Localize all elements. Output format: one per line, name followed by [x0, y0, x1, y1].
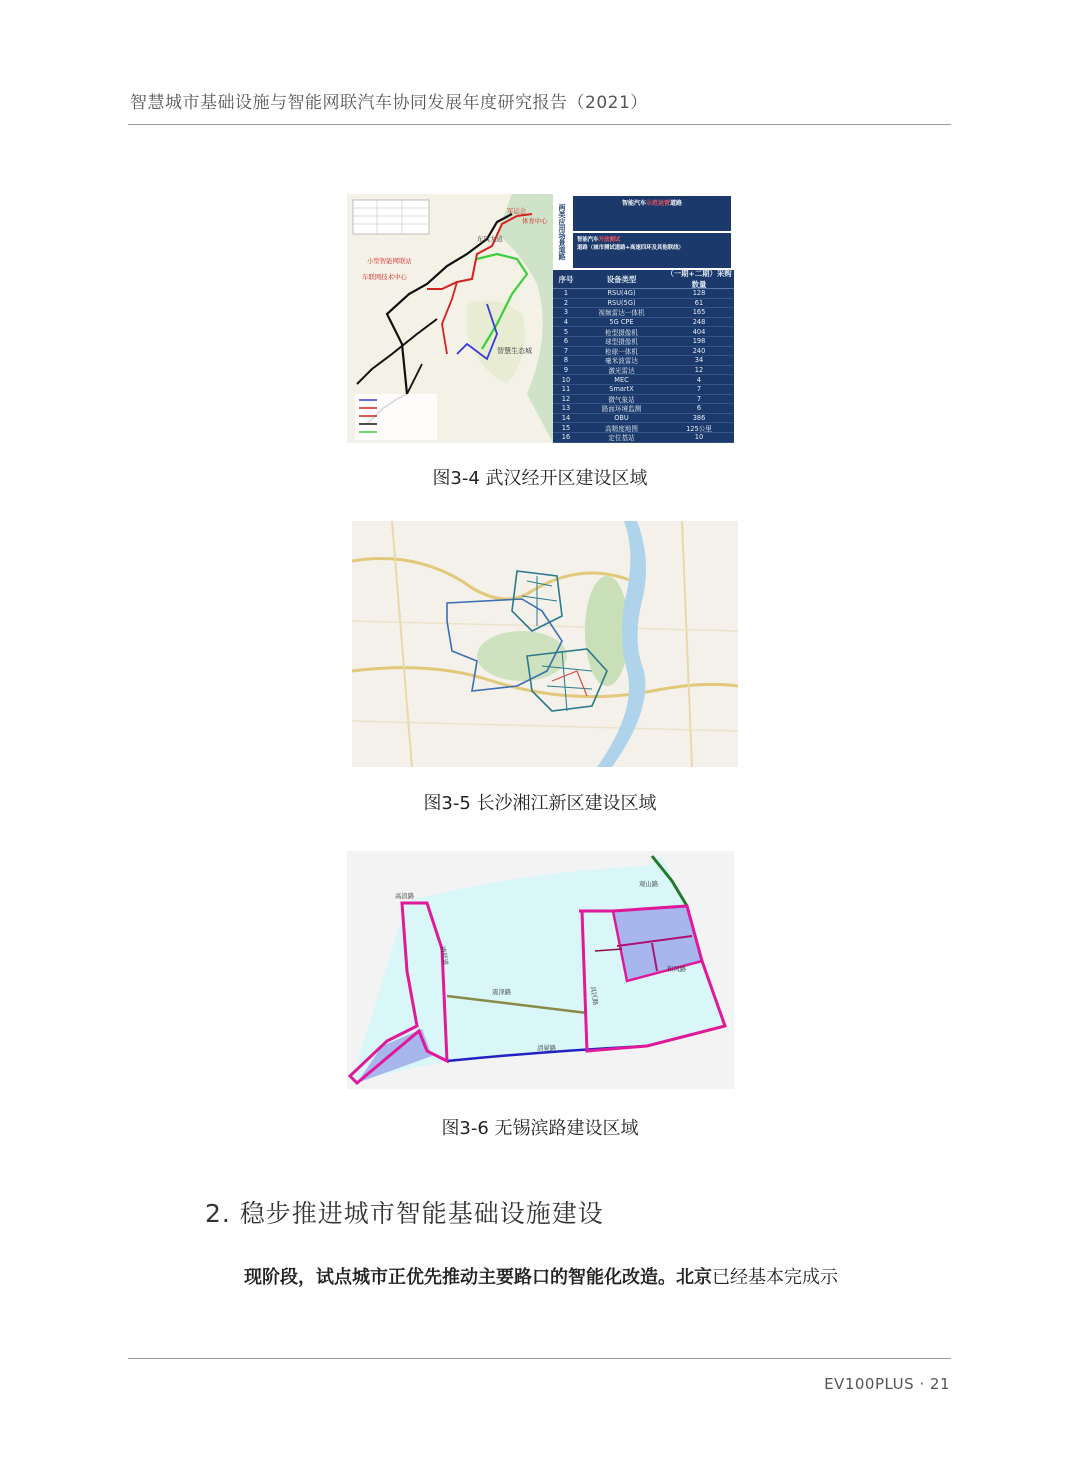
table-header-row [553, 270, 734, 289]
map-label-5: 车联网技术中心 [362, 273, 407, 281]
box1-title-post: 道路 [670, 200, 683, 207]
wuxi-label-3: 观山路 [639, 880, 659, 888]
figure-wuxi-map [347, 851, 734, 1089]
wuxi-label-7: 和风路 [667, 965, 687, 973]
table-row: 11 SmartX 7 [553, 385, 734, 395]
caption-figure-3-6: 图3-6 无锡滨路建设区域 [441, 1118, 639, 1139]
table-row: 5 枪型摄像机 404 [553, 327, 734, 337]
map-label-6: 智慧生态城 [497, 347, 532, 355]
table-row: 6 球型摄像机 198 [553, 337, 734, 347]
section-heading: 2. 稳步推进城市智能基础设施建设 [205, 1199, 604, 1228]
wuxi-label-4: 具区路 [588, 985, 600, 1006]
table-row: 15 高精度地图 125公里 [553, 423, 734, 433]
header-rule [128, 124, 951, 125]
footer-rule [128, 1358, 951, 1359]
wuxi-label-2: 清舒道 [438, 945, 450, 966]
wuhan-side-title: 两类应用场景道路 [553, 194, 571, 270]
wuhan-route-map [347, 194, 553, 443]
table-row: 9 激光雷达 12 [553, 366, 734, 376]
table-row: 14 OBU 386 [553, 414, 734, 424]
map-label-4: 小型智能网联站 [367, 257, 412, 265]
figure-changsha-map [352, 521, 738, 767]
figure-wuhan-map [347, 194, 734, 443]
box1-title-highlight: 示范运营 [645, 200, 670, 207]
wuxi-label-5: 震泽路 [492, 988, 512, 996]
wuhan-test-road-box [573, 233, 731, 268]
box2-title-pre: 智能汽车 [577, 237, 599, 243]
wuhan-demo-road-box [573, 196, 731, 231]
table-row: 7 枪球一体机 240 [553, 347, 734, 357]
caption-figure-3-5: 图3-5 长沙湘江新区建设区域 [423, 793, 657, 814]
table-row: 2 RSU(5G) 61 [553, 299, 734, 309]
wuxi-label-6: 清晏路 [537, 1044, 557, 1052]
header-index: 序号 [558, 274, 574, 284]
header-device-type: 设备类型 [606, 274, 637, 284]
table-row: 10 MEC 4 [553, 375, 734, 385]
table-row: 13 路面环境监测 6 [553, 404, 734, 414]
header-quantity: （一期+二期）采购数量 [666, 269, 732, 289]
map-label-2: 体育中心 [522, 217, 548, 225]
table-row: 4 5G CPE 248 [553, 318, 734, 328]
table-row: 16 定位基站 10 [553, 433, 734, 443]
running-header: 智慧城市基础设施与智能网联汽车协同发展年度研究报告（2021） [130, 93, 648, 113]
wuxi-label-1: 高浪路 [395, 892, 415, 900]
box2-title-highlight: 开放测试 [598, 237, 621, 243]
table-row: 1 RSU(4G) 128 [553, 289, 734, 299]
caption-figure-3-4: 图3-4 武汉经开区建设区域 [432, 468, 648, 489]
page-footer: EV100PLUS · 21 [824, 1375, 950, 1393]
wuhan-equipment-table [553, 270, 734, 443]
table-row: 3 视频雷达一体机 165 [553, 308, 734, 318]
body-paragraph [244, 1263, 838, 1289]
changsha-zone-map [352, 521, 738, 767]
body-bold-text: 现阶段，试点城市正优先推动主要路口的智能化改造。北京 [244, 1267, 712, 1288]
table-row: 12 微气象站 7 [553, 395, 734, 405]
box2-title-post: 道路（城市测试道路+高速四环及其他联线） [577, 245, 684, 251]
box1-title-pre: 智能汽车 [621, 200, 646, 207]
map-label-3: 东风大道 [477, 235, 503, 243]
map-label-1: 军运会 [507, 207, 527, 215]
body-normal-text: 已经基本完成示 [712, 1267, 838, 1288]
table-row: 8 毫米波雷达 34 [553, 356, 734, 366]
